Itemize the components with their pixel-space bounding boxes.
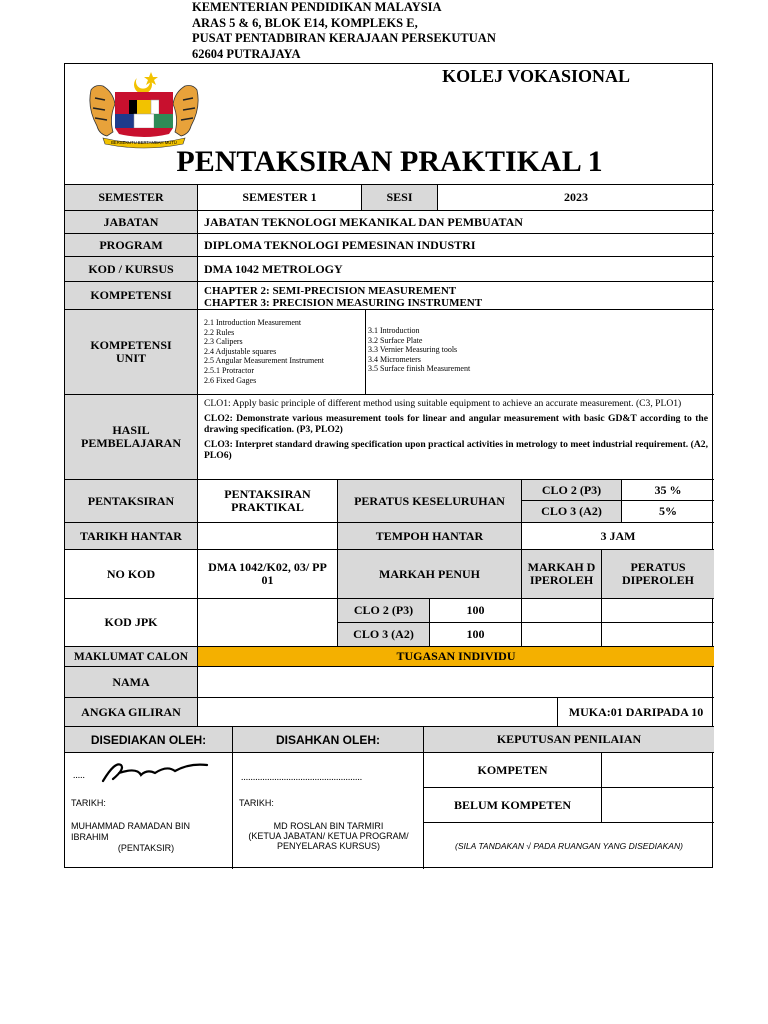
kod-kursus-value: DMA 1042 METROLOGY — [197, 256, 714, 281]
tugasan-individu-banner: TUGASAN INDIVIDU — [197, 646, 714, 666]
clo3-mark-obtained-field[interactable] — [521, 622, 601, 646]
clo2-percentage: 35 % — [621, 479, 714, 500]
jabatan-value: JABATAN TEKNOLOGI MEKANIKAL DAN PEMBUATAN — [197, 210, 714, 233]
tempoh-hantar-value: 3 JAM — [521, 522, 714, 549]
kompetensi-line: CHAPTER 3: PRECISION MEASURING INSTRUMENT — [204, 297, 483, 309]
sesi-value: 2023 — [437, 184, 714, 210]
unit-item: 2.3 Calipers — [204, 337, 243, 347]
program-value: DIPLOMA TEKNOLOGI PEMESINAN INDUSTRI — [197, 233, 714, 256]
tarikh-hantar-label: TARIKH HANTAR — [65, 522, 197, 549]
jabatan-label: JABATAN — [65, 210, 197, 233]
program-label: PROGRAM — [65, 233, 197, 256]
signature-dots: ..... — [73, 771, 85, 781]
instruction-note: (SILA TANDAKAN √ PADA RUANGAN YANG DISEDIAKAN) — [423, 822, 714, 869]
clo3-percentage: 5% — [621, 500, 714, 522]
college-name: KOLEJ VOKASIONAL — [442, 66, 630, 86]
kompeten-label: KOMPETEN — [423, 752, 601, 787]
address-line: 62604 PUTRAJAYA — [192, 46, 301, 61]
unit-list-right — [365, 309, 714, 394]
nama-field[interactable] — [197, 666, 714, 697]
learning-outcomes — [197, 394, 714, 479]
pentaksiran-value: PENTAKSIRAN PRAKTIKAL — [197, 479, 337, 522]
angka-giliran-field[interactable] — [197, 697, 557, 726]
approver-signature-block — [232, 752, 423, 869]
clo2-percent-obtained-field[interactable] — [601, 598, 714, 622]
clo2-p3-mark-label: CLO 2 (P3) — [337, 598, 429, 622]
clo3-full-mark: 100 — [429, 622, 521, 646]
markah-penuh-label: MARKAH PENUH — [337, 549, 521, 598]
clo3-a2-label: CLO 3 (A2) — [521, 500, 621, 522]
clo1-text: CLO1: Apply basic principle of different method using suitable equipment to achieve an accurate measurement. (C3, PLO1) — [204, 398, 682, 409]
unit-item: 3.4 Micrometers — [368, 354, 421, 364]
unit-item: 2.5 Angular Measurement Instrument — [204, 356, 324, 366]
preparer-signature-block — [65, 752, 232, 869]
no-kod-value: DMA 1042/K02, 03/ PP 01 — [197, 549, 337, 598]
clo3-percent-obtained-field[interactable] — [601, 622, 714, 646]
unit-item: 3.1 Introduction — [368, 326, 420, 335]
angka-giliran-label: ANGKA GILIRAN — [65, 697, 197, 726]
maklumat-calon-label: MAKLUMAT CALON — [65, 646, 197, 666]
page-number: MUKA:01 DARIPADA 10 — [557, 697, 714, 726]
unit-item: 2.5.1 Protractor — [204, 365, 254, 375]
nama-label: NAMA — [65, 666, 197, 697]
address-line: KEMENTERIAN PENDIDIKAN MALAYSIA — [192, 0, 442, 14]
unit-item: 2.1 Introduction Measurement — [204, 318, 302, 327]
keputusan-penilaian-label: KEPUTUSAN PENILAIAN — [423, 726, 714, 752]
page-title: PENTAKSIRAN PRAKTIKAL 1 — [176, 145, 603, 178]
pentaksiran-label: PENTAKSIRAN — [65, 479, 197, 522]
hasil-pembelajaran-label: HASIL PEMBELAJARAN — [65, 394, 197, 479]
kompetensi-label: KOMPETENSI — [65, 281, 197, 309]
kod-jpk-field[interactable] — [197, 598, 337, 646]
clo3-text: CLO3: Interpret standard drawing specification upon practical activities in metrology to meet industrial requirement. (A2, PLO6) — [204, 438, 708, 461]
kompetensi-value — [197, 281, 714, 309]
kompetensi-line: CHAPTER 2: SEMI-PRECISION MEASUREMENT — [204, 285, 457, 297]
preparer-role: (PENTAKSIR) — [117, 843, 175, 853]
ministry-address — [192, 0, 496, 62]
sesi-label: SESI — [361, 184, 437, 210]
unit-item: 3.2 Surface Plate — [368, 335, 423, 345]
unit-item: 3.3 Vernier Measuring tools — [368, 345, 458, 355]
unit-item: 3.5 Surface finish Measurement — [368, 364, 471, 374]
clo2-p3-label: CLO 2 (P3) — [521, 479, 621, 500]
kompetensi-unit-label: KOMPETENSI UNIT — [65, 309, 197, 394]
clo2-mark-obtained-field[interactable] — [521, 598, 601, 622]
peratus-diperoleh-label: PERATUS DIPEROLEH — [601, 549, 714, 598]
unit-list-left — [197, 309, 365, 394]
signature-line: ................................................... — [241, 773, 363, 783]
disediakan-oleh-label: DISEDIAKAN OLEH: — [65, 726, 232, 752]
semester-value: SEMESTER 1 — [197, 184, 361, 210]
tarikh-1: TARIKH: — [71, 798, 106, 808]
kod-kursus-label: KOD / KURSUS — [65, 256, 197, 281]
semester-label: SEMESTER — [65, 184, 197, 210]
unit-item: 2.6 Fixed Gages — [204, 375, 257, 385]
belum-kompeten-checkbox[interactable] — [601, 787, 714, 822]
approver-role: (KETUA JABATAN/ KETUA PROGRAM/ PENYELARAS KURSUS) — [248, 831, 409, 851]
peratus-keseluruhan-label: PERATUS KESELURUHAN — [337, 479, 521, 522]
approver-name: MD ROSLAN BIN TARMIRI — [273, 821, 384, 831]
markah-diperoleh-label: MARKAH DIPEROLEH — [521, 549, 601, 598]
kompeten-checkbox[interactable] — [601, 752, 714, 787]
tempoh-hantar-label: TEMPOH HANTAR — [337, 522, 521, 549]
unit-item: 2.4 Adjustable squares — [204, 346, 277, 356]
address-line: PUSAT PENTADBIRAN KERAJAAN PERSEKUTUAN — [192, 31, 496, 45]
disahkan-oleh-label: DISAHKAN OLEH: — [232, 726, 423, 752]
signature-image — [97, 757, 212, 787]
belum-kompeten-label: BELUM KOMPETEN — [423, 787, 601, 822]
no-kod-label: NO KOD — [65, 549, 197, 598]
tarikh-2: TARIKH: — [239, 798, 274, 808]
preparer-name: MUHAMMAD RAMADAN BIN IBRAHIM — [71, 821, 191, 842]
assessment-form — [64, 63, 713, 868]
clo3-a2-mark-label: CLO 3 (A2) — [337, 622, 429, 646]
unit-item: 2.2 Rules — [204, 327, 235, 337]
clo2-text: CLO2: Demonstrate various measurement tools for linear and angular measurement with basic GD&T according to the drawing specification. (P3, PLO2) — [204, 412, 708, 435]
tarikh-hantar-field[interactable] — [197, 522, 337, 549]
address-line: ARAS 5 & 6, BLOK E14, KOMPLEKS E, — [192, 15, 418, 30]
kod-jpk-label: KOD JPK — [65, 598, 197, 646]
svg-text:BERSEKUTU BERTAMBAH MUTU: BERSEKUTU BERTAMBAH MUTU — [111, 140, 177, 145]
clo2-full-mark: 100 — [429, 598, 521, 622]
